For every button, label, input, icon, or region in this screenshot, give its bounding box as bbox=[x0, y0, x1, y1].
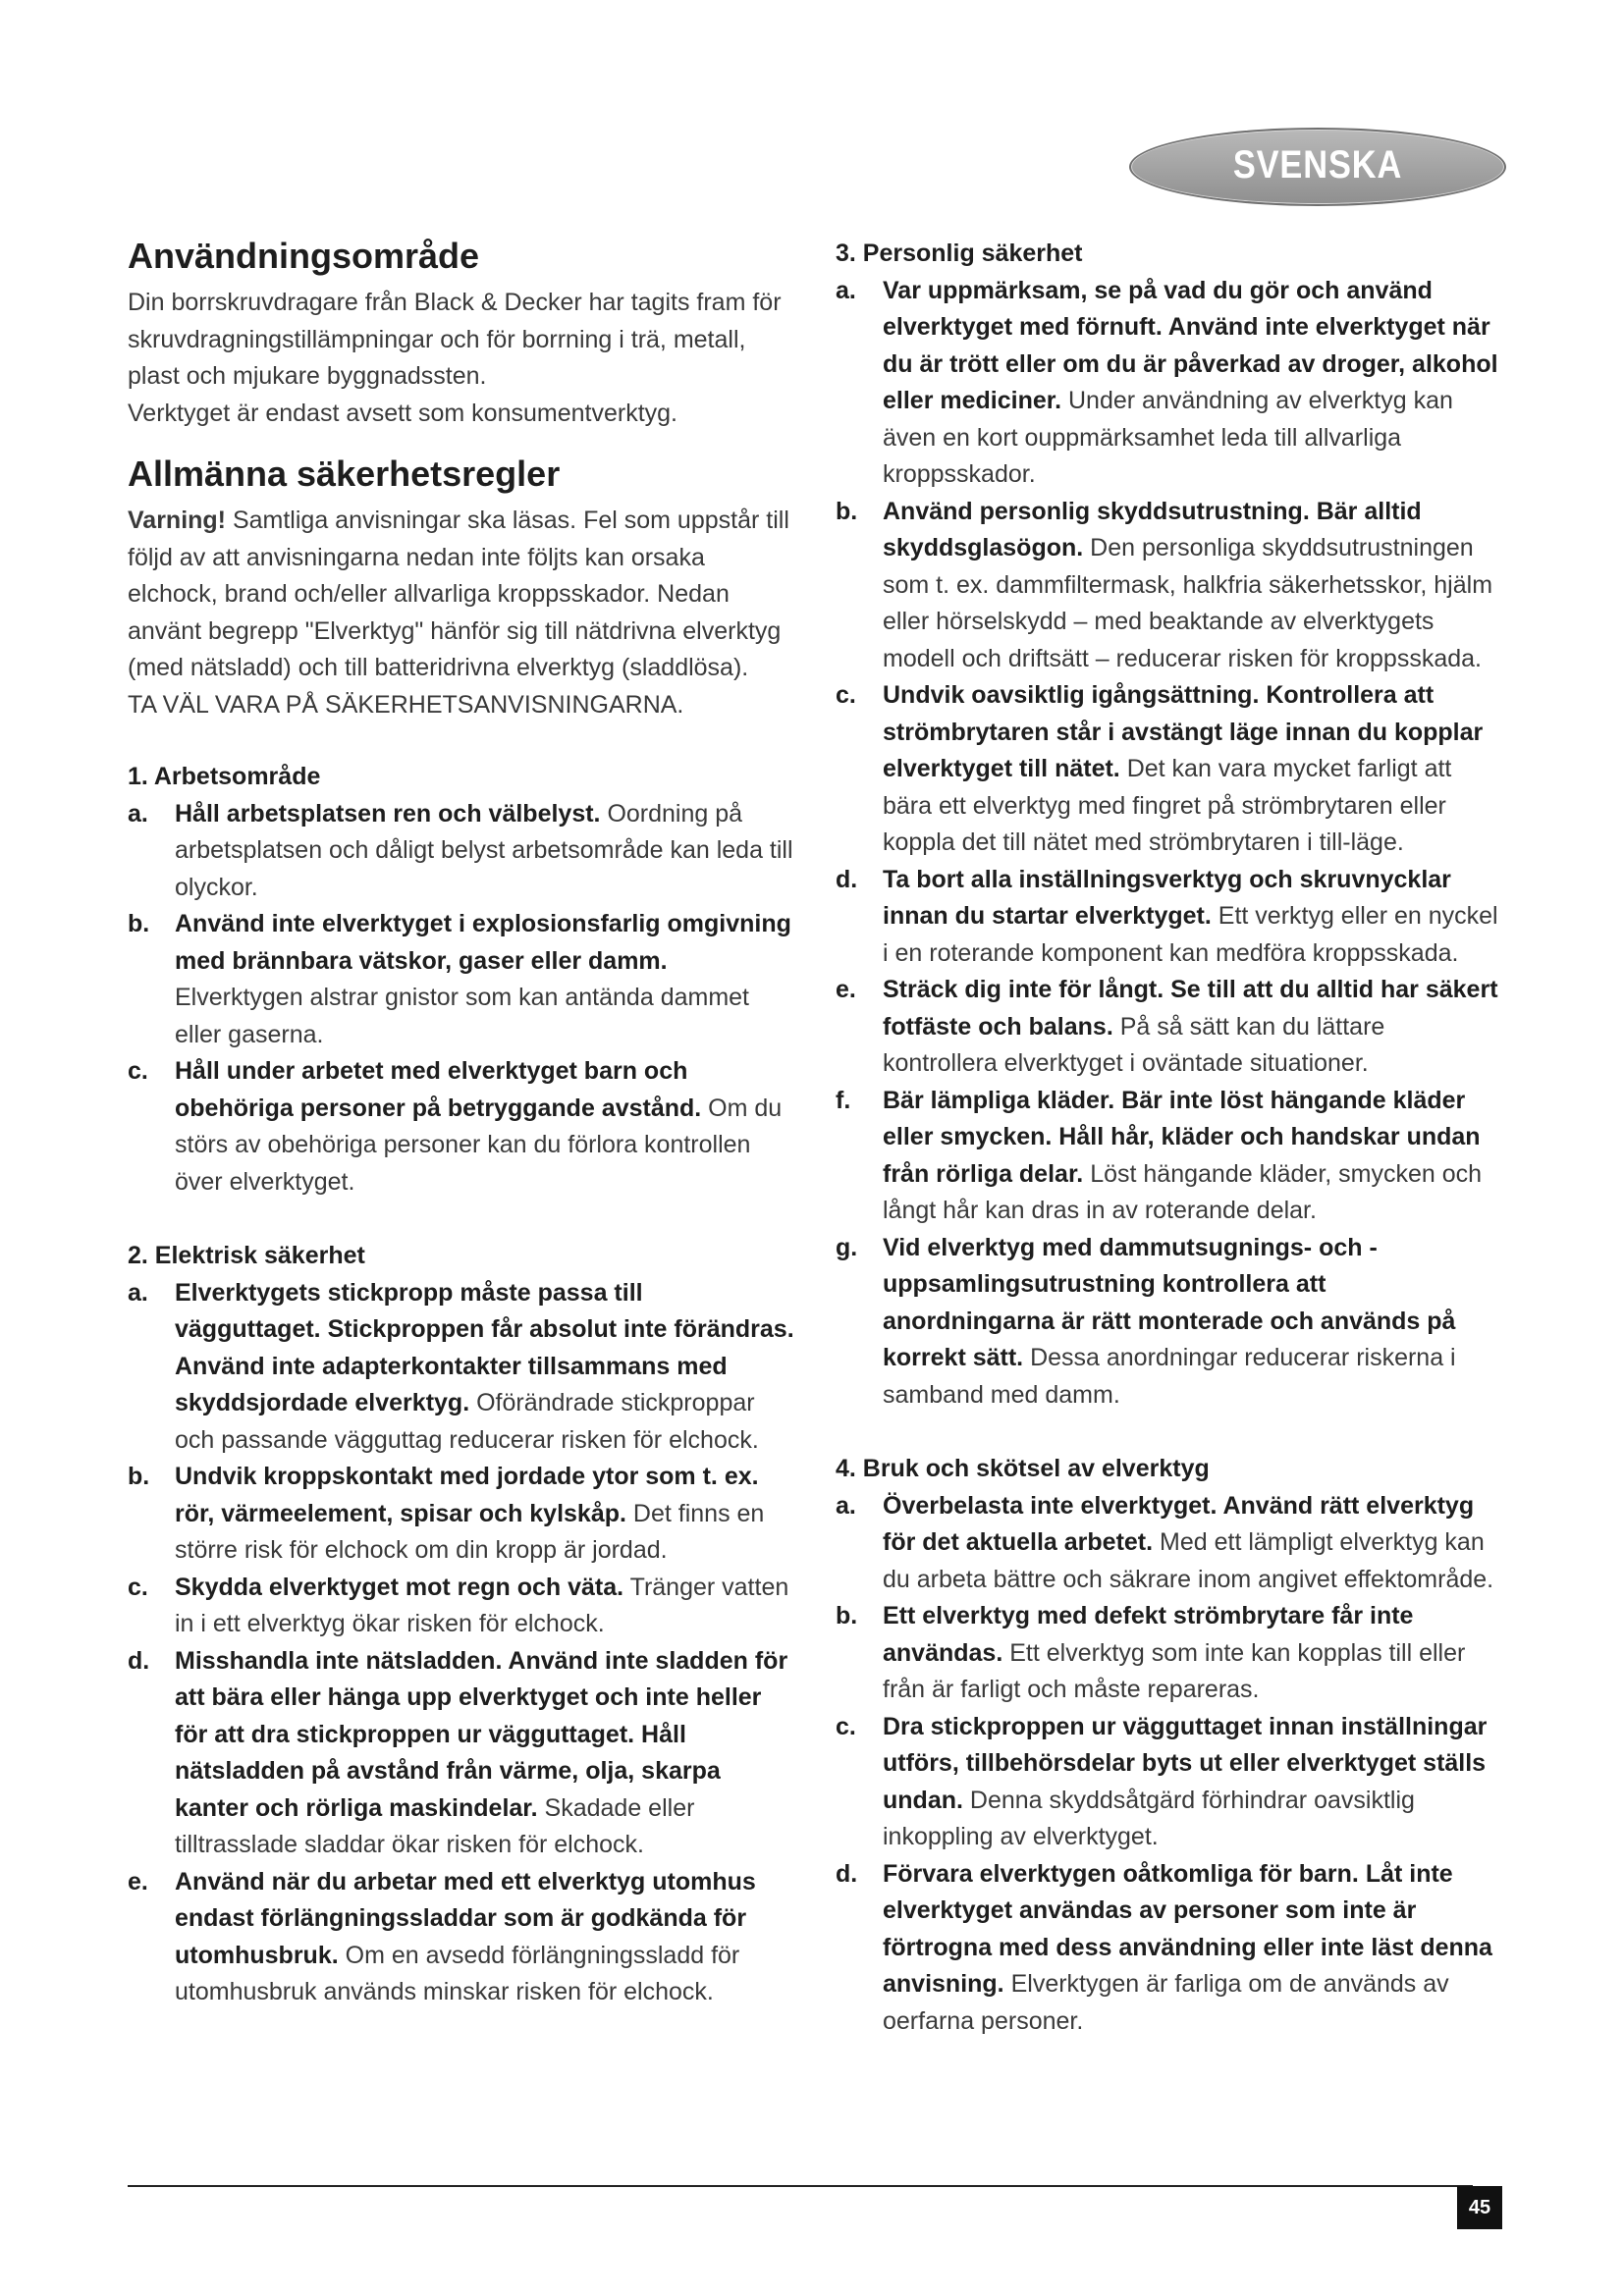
list-item: a. Överbelasta inte elverktyget. Använd rätt elverktyg för det aktuella arbetet. Med ett lämpligt elverktyg kan du arbeta bättre och säkrare inom angivet effektområde. bbox=[836, 1491, 1494, 1593]
footer-divider bbox=[128, 2185, 1473, 2187]
list-item: a. Håll arbetsplatsen ren och välbelyst. Oordning på arbetsplatsen och dåligt belyst arbetsområde kan leda till olyckor. bbox=[128, 799, 793, 901]
list-item: b. Använd personlig skyddsutrustning. Bär alltid skyddsglasögon. Den personliga skyddsutrustningen som t. ex. dammfiltermask, halkfria säkerhetsskor, hjälm eller hörselskydd – med beaktande av elverktygets modell och driftsätt – reducerar risken för kroppsskada. bbox=[836, 497, 1493, 672]
warning-paragraph bbox=[128, 503, 795, 687]
warning-label: Varning! bbox=[128, 507, 227, 534]
list-item: b. Undvik kroppskontakt med jordade ytor som t. ex. rör, värmeelement, spisar och kylskåp. Det finns en större risk för elchock om din kropp är jordad. bbox=[128, 1463, 765, 1564]
list-item: e. Sträck dig inte för långt. Se till att du alltid har säkert fotfäste och balans. På så sätt kan du lättare kontrollera elverktyget i oväntade situationer. bbox=[836, 976, 1498, 1077]
list-item: b. Ett elverktyg med defekt strömbrytare får inte användas. Ett elverktyg som inte kan kopplas till eller från är farligt och måste repareras. bbox=[836, 1602, 1466, 1703]
list-item: c. Dra stickproppen ur vägguttaget innan inställningar utförs, tillbehörsdelar byts ut eller elverktyget ställs undan. Denna skyddsåtgärd förhindrar oavsiktlig inkoppling av elverktyget. bbox=[836, 1712, 1488, 1850]
intended-use-text: Din borrskruvdragare från Black & Decker har tagits fram för skruvdragningstillämpningar och för borrning i trä, metall, plast och mjukare byggnadssten. bbox=[128, 289, 782, 390]
heading-general-safety: Allmänna säkerhetsregler bbox=[128, 454, 561, 494]
language-tab bbox=[1129, 128, 1506, 206]
heading-intended-use: Användningsområde bbox=[128, 236, 480, 276]
right-column bbox=[836, 236, 1503, 2040]
list-item: a. Elverktygets stickpropp måste passa till vägguttaget. Stickproppen får absolut inte förändras. Använd inte adapterkontakter tillsammans med skyddsjordade elverktyg. Oförändrade stickproppar och passande vägguttag reducerar risken för elchock. bbox=[128, 1278, 794, 1454]
list-item: d. Ta bort alla inställningsverktyg och skruvnycklar innan du startar elverktyget. Ett verktyg eller en nyckel i en roterande komponent kan medföra kroppsskada. bbox=[836, 865, 1498, 967]
section-personal-title: 3. Personlig säkerhet bbox=[836, 240, 1083, 267]
save-instructions-caps: TA VÄL VARA PÅ SÄKERHETSANVISNINGARNA. bbox=[128, 690, 684, 719]
list-item: g. Vid elverktyg med dammutsugnings- och -uppsamlingsutrustning kontrollera att anordningarna är rätt monterade och används på korrekt sätt. Dessa anordningar reducerar riskerna i samband med damm. bbox=[836, 1233, 1456, 1409]
list-item: a. Var uppmärksam, se på vad du gör och använd elverktyget med förnuft. Använd inte elverktyget när du är trött eller om du är påverkad av droger, alkohol eller mediciner. Under användning av elverktyg kan även en kort ouppmärksamhet leda till allvarliga kroppsskador. bbox=[836, 276, 1498, 488]
list-item: c. Undvik oavsiktlig igångsättning. Kontrollera att strömbrytaren står i avstängt läge innan du kopplar elverktyget till nätet. Det kan vara mycket farligt att bära ett elverktyg med fingret på strömbrytaren eller koppla det till nätet med strömbrytaren i till-läge. bbox=[836, 681, 1484, 856]
list-item: d. Förvara elverktygen oåtkomliga för barn. Låt inte elverktyget användas av personer som inte är förtrogna med dess användning eller inte läst denna anvisning. Elverktygen är farliga om de används av oerfarna personer. bbox=[836, 1859, 1492, 2035]
warning-text: Samtliga anvisningar ska läsas. Fel som uppstår till följd av att anvisningarna nedan inte följts kan orsaka elchock, brand och/eller allvarliga kroppsskador. Nedan använt begrepp "Elverktyg" hänför sig till nätdrivna elverktyg (med nätsladd) och till batteridrivna elverktyg (sladdlösa). bbox=[128, 507, 789, 681]
list-item: c. Skydda elverktyget mot regn och väta. Tränger vatten in i ett elverktyg ökar risken för elchock. bbox=[128, 1573, 789, 1637]
section-electrical-title: 2. Elektrisk säkerhet bbox=[128, 1242, 365, 1269]
section-use-care-title: 4. Bruk och skötsel av elverktyg bbox=[836, 1455, 1210, 1482]
section-work-area-title: 1. Arbetsområde bbox=[128, 763, 321, 790]
list-item: e. Använd när du arbetar med ett elverktyg utomhus endast förlängningssladdar som är godkända för utomhusbruk. Om en avsedd förlängningssladd för utomhusbruk används minskar risken för elchock. bbox=[128, 1867, 756, 2005]
left-column bbox=[128, 236, 795, 2011]
page-number: 45 bbox=[1457, 2186, 1502, 2229]
list-item: f. Bär lämpliga kläder. Bär inte löst hängande kläder eller smycken. Håll hår, kläder och handskar undan från rörliga delar. Löst hängande kläder, smycken och långt hår kan dras in av roterande delar. bbox=[836, 1086, 1483, 1224]
list-item: b. Använd inte elverktyget i explosionsfarlig omgivning med brännbara vätskor, gaser eller damm. Elverktygen alstrar gnistor som kan antända dammet eller gaserna. bbox=[128, 910, 791, 1048]
intended-use-text-2: Verktyget är endast avsett som konsumentverktyg. bbox=[128, 399, 677, 427]
list-item: d. Misshandla inte nätsladden. Använd inte sladden för att bära eller hänga upp elverktyget och inte heller för att dra stickproppen ur vägguttaget. Håll nätsladden på avstånd från värme, olja, skarpa kanter och rörliga maskindelar. Skadade eller tilltrasslade sladdar ökar risken för elchock. bbox=[128, 1646, 788, 1858]
list-item: c. Håll under arbetet med elverktyget barn och obehöriga personer på betryggande avstånd. Om du störs av obehöriga personer kan du förlora kontrollen över elverktyget. bbox=[128, 1057, 783, 1196]
language-tab-label: SVENSKA bbox=[1232, 143, 1403, 187]
